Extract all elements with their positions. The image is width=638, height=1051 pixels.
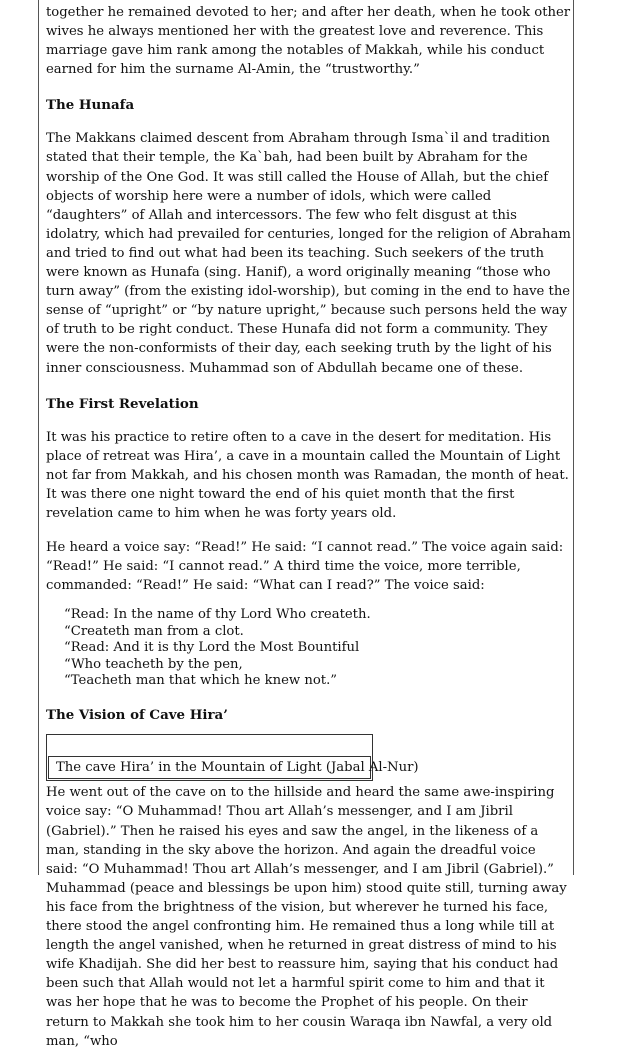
paragraph-revelation-2: He heard a voice say: “Read!” He said: “I cannot read.” The voice again said: “Read!” He said: “I cannot read.” A third time the voice, more terrible, commanded: “Read!” He said: “What can I read?” The voice said: [46,540,564,594]
paragraph-hunafa: The Makkans claimed descent from Abraham through Isma`il and tradition stated that their temple, the Ka`bah, had been built by Abraham for the worship of the One God. It was still called the House of Allah, but the chief objects of worship here were a number of idols, which were called “daughters” of Allah and intercessors. The few who felt disgust at this idolatry, which had prevailed for centuries, longed for the religion of Abraham and tried to find out what had been its teaching. Such seekers of the truth were known as Hunafa (sing. Hanif), a word originally meaning “those who turn away” (from the existing idol-worship), but coming in the end to have the sense of “upright” or “by nature upright,” because such persons held the way of truth to be right conduct. These Hunafa did not form a community. They were the non-conformists of their day, each seeking truth by the light of his inner consciousness. Muhammad son of Abdullah became one of these. [46,131,571,376]
paragraph-revelation-1: It was his practice to retire often to a cave in the desert for meditation. His place of retreat was Hira’, a cave in a mountain called the Mountain of Light not far from Makkah, and his chosen month was Ramadan, the month of heat. It was there one night toward the end of his quiet month that the first revelation came to him when he was forty years old. [46,429,569,521]
right-border-rule [573,0,574,875]
figure-caption-frame [48,756,419,779]
verse-line: “Teacheth man that which he knew not.” [64,672,338,688]
heading-hunafa: The Hunafa [46,97,135,114]
heading-vision: The Vision of Cave Hira’ [46,707,228,724]
verse-block [46,607,571,689]
heading-first-revelation: The First Revelation [46,395,199,412]
intro-paragraph: together he remained devoted to her; and after her death, when he took other wives he always mentioned her with the greatest love and reverence. This marriage gave him rank among the notables of Makkah, while his conduct earned for him the surname Al-Amin, the “trustworthy.” [46,5,571,78]
verse-line: “Read: And it is thy Lord the Most Bountiful [64,640,360,656]
document-page [46,0,571,1051]
left-border-rule [38,0,39,875]
verse-line: “Read: In the name of thy Lord Who createth. [64,607,371,623]
verse-line: “Createth man from a clot. [64,623,244,639]
figure-cave-hira [46,734,419,781]
figure-caption: The cave Hira’ in the Mountain of Light (Jabal Al-Nur) [56,760,419,776]
verse-line: “Who teacheth by the pen, [64,656,243,672]
paragraph-vision: He went out of the cave on to the hillside and heard the same awe-inspiring voice say: “O Muhammad! Thou art Allah’s messenger, and I am Jibril (Gabriel).” Then he raised his eyes and saw the angel, in the likeness of a man, standing in the sky above the horizon. And again the dreadful voice said: “O Muhammad! Thou art Allah’s messenger, and I am Jibril (Gabriel).” Muhammad (peace and blessings be upon him) stood quite still, turning away his face from the brightness of the vision, but wherever he turned his face, there stood the angel confronting him. He remained thus a long while till at length the angel vanished, when he returned in great distress of mind to his wife Khadijah. She did her best to reassure him, saying that his conduct had been such that Allah would not let a harmful spirit come to him and that it was her hope that he was to become the Prophet of his people. On their return to Makkah she took him to her cousin Waraqa ibn Nawfal, a very old man, “who [46,785,567,1049]
